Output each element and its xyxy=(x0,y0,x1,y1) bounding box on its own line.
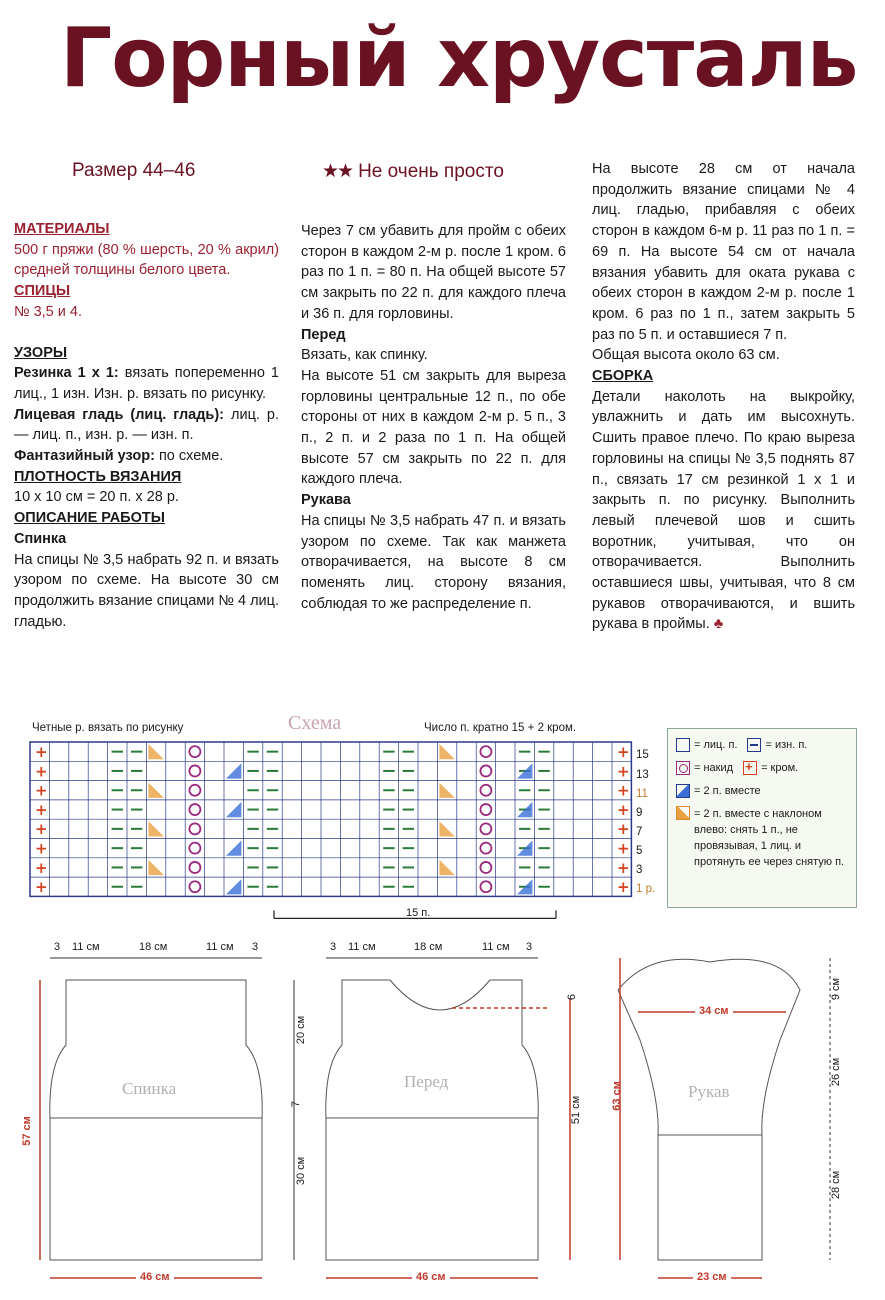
chart-stitch-multiple-note: Число п. кратно 15 + 2 кром. xyxy=(424,722,577,734)
rib-title: Резинка 1 x 1: xyxy=(14,365,119,382)
edge-stitch-icon: + xyxy=(617,878,630,897)
legend-knit: = лиц. п. xyxy=(694,739,738,751)
size-label: Размер 44–46 xyxy=(72,160,196,181)
materials-heading: МАТЕРИАЛЫ xyxy=(14,221,110,237)
rib-pattern xyxy=(14,363,279,404)
edge-stitch-icon: + xyxy=(35,878,48,897)
edge-stitch-icon: + xyxy=(617,839,630,858)
legend-ssk: = 2 п. вместе с наклоном влево: снять 1 п., не провязывая, 1 лиц. и протянуть ее через снятую п. xyxy=(694,808,845,868)
back-dim-neck: 18 см xyxy=(139,941,168,953)
sleeves-continued-text: На высоте 28 см от начала продолжить вязание спицами № 4 лиц. гладью, прибавляя с обеих сторон в каждом 6-м р. 11 раз по 1 п. = 69 п. На высоте 54 см от начала вязания убавить для оката рукава с обеих сторон в каждом 2-м р. после 1 кром. 6 раз по 1 п., затем закрыть 5 раз по 5 п. и оставшиеся 7 п. xyxy=(592,161,855,343)
star-icon: ★★ xyxy=(322,161,353,182)
difficulty-rating xyxy=(322,160,504,183)
stockinette-text: лиц. р. — лиц. п., изн. р. — изн. п. xyxy=(14,406,279,444)
edge-stitch-icon: + xyxy=(617,743,630,761)
front-dim-neck: 18 см xyxy=(414,941,443,953)
edge-stitch-icon: + xyxy=(35,800,48,819)
back-height-lower: 30 см xyxy=(295,1156,308,1186)
fancy-pattern xyxy=(14,446,279,467)
front-height: 51 см xyxy=(570,1095,583,1125)
edge-stitch-icon xyxy=(743,761,757,775)
edge-stitch-icon: + xyxy=(35,820,48,839)
back-dim-shoulder-left: 11 см xyxy=(72,941,100,953)
legend-row xyxy=(676,760,848,776)
back-dim-edge-left: 3 xyxy=(54,941,61,953)
needles-heading: СПИЦЫ xyxy=(14,283,71,300)
k2tog-icon xyxy=(676,784,690,798)
sleeve-mid-height: 26 см xyxy=(830,1057,843,1087)
front-text-1: Вязать, как спинку. xyxy=(301,347,428,364)
rib-text: вязать попеременно 1 лиц., 1 изн. Изн. р. вязать по рисунку. xyxy=(14,365,279,402)
sleeve-cap-width: 34 см xyxy=(695,1005,733,1017)
sleeve-cuff-width: 23 см xyxy=(693,1271,731,1283)
legend-row xyxy=(676,737,848,753)
edge-stitch-icon: + xyxy=(35,781,48,800)
stockinette-pattern xyxy=(14,405,279,446)
edge-stitch-icon: + xyxy=(617,762,630,781)
chart-repeat-label: 15 п. xyxy=(406,907,431,919)
edge-stitch-icon: + xyxy=(35,743,48,761)
front-title: Перед xyxy=(301,326,346,343)
back-dim-edge-right: 3 xyxy=(252,941,259,953)
needles-text: № 3,5 и 4. xyxy=(14,303,82,320)
front-text-2: На высоте 51 см закрыть для выреза горловины центральные 12 п., по обе стороны от них в каждом 2-м р. 5 п., 3 п., 2 п. и 2 раза по 1 п. На общей высоте 57 см закрыть по 22 п. для каждого плеча. xyxy=(301,367,566,488)
stockinette-title: Лицевая гладь (лиц. гладь): xyxy=(14,406,225,423)
difficulty-label: Не очень просто xyxy=(358,161,504,182)
chart-even-rows-note: Четные р. вязать по рисунку xyxy=(32,722,184,734)
sleeve-height-total: 63 см xyxy=(610,1081,623,1111)
sleeve-piece-label: Рукав xyxy=(688,1082,730,1101)
assembly-heading: СБОРКА xyxy=(592,368,654,385)
row-number: 7 xyxy=(636,826,643,838)
row-number: 11 xyxy=(636,788,648,800)
front-neck-depth: 6 xyxy=(566,993,579,1001)
back-piece-label: Спинка xyxy=(122,1079,177,1098)
garment-schematic xyxy=(0,930,885,1300)
back-height-upper: 20 см xyxy=(295,1015,308,1045)
front-dim-edge-left: 3 xyxy=(330,941,337,953)
yarn-over-icon xyxy=(676,761,690,775)
legend-row xyxy=(676,783,848,799)
gauge-heading: ПЛОТНОСТЬ ВЯЗАНИЯ xyxy=(14,468,182,485)
row-number: 9 xyxy=(636,807,643,819)
back-piece-outline xyxy=(50,980,262,1260)
materials-text: 500 г пряжи (80 % шерсть, 20 % акрил) средней толщины белого цвета. xyxy=(14,241,279,279)
legend-purl: = изн. п. xyxy=(765,739,808,751)
back-dim-shoulder-right: 11 см xyxy=(206,941,234,953)
back-continued-text: Через 7 см убавить для пройм с обеих сторон в каждом 2-м р. после 1 кром. 6 раз по 1 п. = 80 п. На общей высоте 57 см закрыть по 22 п. для каждого плеча и 36 п. для горловины. xyxy=(301,223,566,322)
fancy-text: по схеме. xyxy=(158,448,224,465)
row-number: 15 xyxy=(636,749,649,761)
row-number: 1 р. xyxy=(636,883,656,895)
knit-stitch-icon xyxy=(676,738,690,752)
front-piece-label: Перед xyxy=(404,1072,449,1091)
total-height-text: Общая высота около 63 см. xyxy=(592,347,780,364)
front-dim-shoulder-right: 11 см xyxy=(482,941,510,953)
page-title: Горный хрусталь xyxy=(60,11,858,106)
text-column-1 xyxy=(14,219,279,632)
row-number: 3 xyxy=(636,864,643,876)
edge-stitch-icon: + xyxy=(617,800,630,819)
sleeves-title: Рукава xyxy=(301,492,351,509)
front-width: 46 см xyxy=(412,1271,450,1283)
chart-title: Схема xyxy=(288,712,342,734)
club-icon: ♣ xyxy=(713,616,724,633)
sleeve-cap-height: 9 см xyxy=(830,977,843,1001)
row-number: 5 xyxy=(636,845,643,857)
back-width: 46 см xyxy=(136,1271,174,1283)
legend-yo: = накид xyxy=(694,762,734,774)
back-height-mid: 7 xyxy=(290,1100,303,1108)
description-heading: ОПИСАНИЕ РАБОТЫ xyxy=(14,510,165,527)
assembly-body: Детали наколоть на выкройку, увлажнить и дать им высохнуть. Сшить правое плечо. По краю выреза горловины на спицы № 3,5 поднять 87 п., связать 17 см резинкой 1 x 1 и закрыть п. по рисунку. Выполнить левый плечевой шов и сшить воротник, учитывая, что он отворачивается. Выполнить оставшиеся швы, учитывая, что 8 см рукавов отворачиваются, и вшить рукава в проймы. xyxy=(592,388,855,633)
gauge-text: 10 x 10 см = 20 п. x 28 р. xyxy=(14,489,179,506)
front-dim-edge-right: 3 xyxy=(526,941,533,953)
assembly-text xyxy=(592,387,855,635)
row-number: 13 xyxy=(636,769,649,781)
edge-stitch-icon: + xyxy=(35,762,48,781)
sleeve-cuff-height: 28 см xyxy=(830,1170,843,1200)
text-column-2 xyxy=(301,221,566,614)
back-text: На спицы № 3,5 набрать 92 п. и вязать узором по схеме. На высоте 30 см продолжить вязание спицами № 4 лиц. гладью. xyxy=(14,551,279,630)
purl-stitch-icon xyxy=(747,738,761,752)
front-piece-outline xyxy=(326,980,538,1260)
edge-stitch-icon: + xyxy=(35,839,48,858)
edge-stitch-icon: + xyxy=(35,858,48,877)
legend-k2tog: = 2 п. вместе xyxy=(694,785,761,797)
legend-edge: = кром. xyxy=(761,762,799,774)
edge-stitch-icon: + xyxy=(617,858,630,877)
patterns-heading: УЗОРЫ xyxy=(14,344,68,361)
fancy-title: Фантазийный узор: xyxy=(14,448,155,465)
back-title: Спинка xyxy=(14,530,67,547)
legend-row xyxy=(676,806,848,870)
back-height-total: 57 см xyxy=(20,1116,33,1146)
text-column-3 xyxy=(592,159,855,635)
chart-legend xyxy=(667,728,857,908)
front-dim-shoulder-left: 11 см xyxy=(348,941,376,953)
sleeves-text: На спицы № 3,5 набрать 47 п. и вязать узором по схеме. Так как манжета отворачивается, на высоте 8 см поменять лиц. сторону вязания, соблюдая то же распределение п. xyxy=(301,512,566,612)
ssk-icon xyxy=(676,806,690,820)
edge-stitch-icon: + xyxy=(617,781,630,800)
edge-stitch-icon: + xyxy=(617,820,630,839)
